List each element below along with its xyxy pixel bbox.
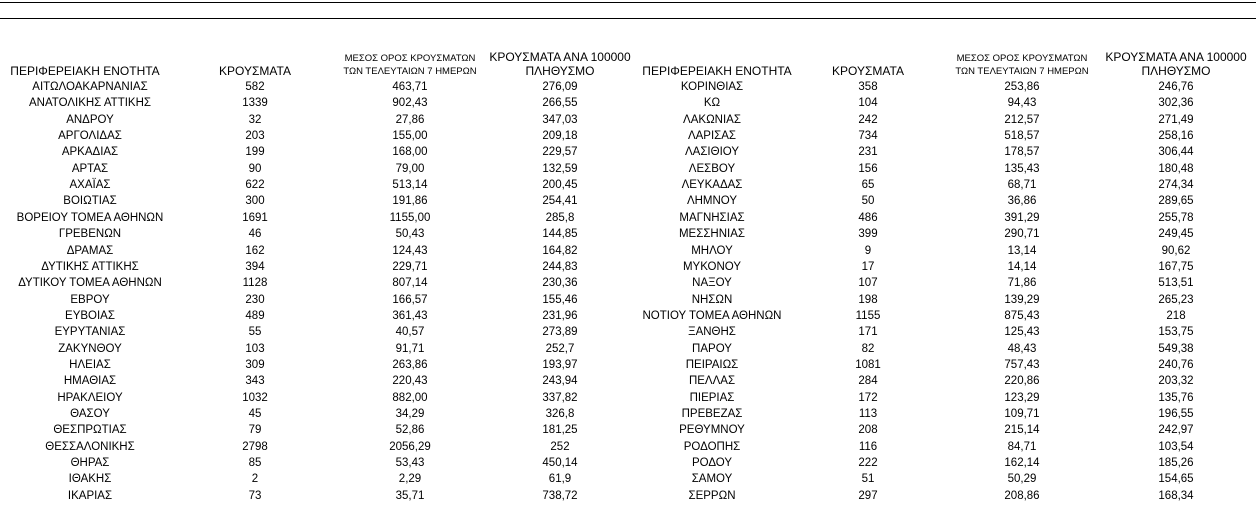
per100k-cell: 218 xyxy=(1166,309,1186,322)
avg7-cell: 2,29 xyxy=(398,473,422,486)
cases-cell: 9 xyxy=(864,244,872,257)
cases-cell: 17 xyxy=(861,260,875,273)
table-row xyxy=(0,455,1256,471)
table-row xyxy=(0,275,1256,291)
region-cell: ΛΑΡΙΣΑΣ xyxy=(687,130,737,143)
region-cell: ΠΙΕΡΙΑΣ xyxy=(689,391,735,404)
cases-cell: 85 xyxy=(248,457,262,470)
table-row xyxy=(0,373,1256,389)
region-cell: ΠΑΡΟΥ xyxy=(692,342,732,355)
cases-cell: 489 xyxy=(245,309,265,322)
table-row xyxy=(0,144,1256,160)
left-header-per100k xyxy=(480,50,640,78)
left-header-region: ΠΕΡΙΦΕΡΕΙΑΚΗ ΕΝΟΤΗΤΑ xyxy=(10,64,160,78)
region-cell: ΞΑΝΘΗΣ xyxy=(688,326,736,339)
region-cell: ΘΕΣΠΡΩΤΙΑΣ xyxy=(53,424,127,437)
table-row xyxy=(0,210,1256,226)
table-row xyxy=(0,79,1256,95)
avg7-cell: 123,29 xyxy=(1004,391,1040,404)
region-cell: ΜΗΛΟΥ xyxy=(691,244,733,257)
avg7-cell: 290,71 xyxy=(1004,228,1040,241)
region-cell: ΛΗΜΝΟΥ xyxy=(686,195,738,208)
avg7-cell: 52,86 xyxy=(395,424,425,437)
region-cell: ΒΟΡΕΙΟΥ ΤΟΜΕΑ ΑΘΗΝΩΝ xyxy=(16,211,164,224)
cases-cell: 199 xyxy=(245,146,265,159)
region-cell: ΒΟΙΩΤΙΑΣ xyxy=(63,195,117,208)
region-cell: ΕΥΡΥΤΑΝΙΑΣ xyxy=(54,326,126,339)
cases-cell: 104 xyxy=(858,97,878,110)
avg7-cell: 178,57 xyxy=(1004,146,1040,159)
cases-cell: 1032 xyxy=(242,391,268,404)
avg7-cell: 208,86 xyxy=(1004,489,1040,502)
per100k-cell: 252 xyxy=(550,440,570,453)
avg7-cell: 220,86 xyxy=(1004,375,1040,388)
avg7-cell: 391,29 xyxy=(1004,211,1040,224)
per100k-cell: 103,54 xyxy=(1158,440,1194,453)
region-cell: ΝΟΤΙΟΥ ΤΟΜΕΑ ΑΘΗΝΩΝ xyxy=(642,309,782,322)
avg7-cell: 14,14 xyxy=(1007,260,1037,273)
region-cell: ΡΕΘΥΜΝΟΥ xyxy=(679,424,745,437)
avg7-cell: 168,00 xyxy=(392,146,428,159)
per100k-cell: 200,45 xyxy=(542,179,578,192)
cases-cell: 208 xyxy=(858,424,878,437)
cases-cell: 172 xyxy=(858,391,878,404)
region-cell: ΡΟΔΟΥ xyxy=(691,457,733,470)
region-cell: ΖΑΚΥΝΘΟΥ xyxy=(58,342,122,355)
region-cell: ΚΩ xyxy=(703,97,721,110)
region-cell: ΚΟΡΙΝΘΙΑΣ xyxy=(680,81,744,93)
per100k-cell: 164,82 xyxy=(542,244,578,257)
table-row xyxy=(0,226,1256,242)
cases-cell: 198 xyxy=(858,293,878,306)
region-cell: ΑΡΓΟΛΙΔΑΣ xyxy=(58,130,122,143)
region-cell: ΜΥΚΟΝΟΥ xyxy=(682,260,742,273)
region-cell: ΣΑΜΟΥ xyxy=(691,473,733,486)
table-row xyxy=(0,128,1256,144)
per100k-cell: 271,49 xyxy=(1158,113,1194,126)
avg7-cell: 34,29 xyxy=(395,408,425,420)
cases-cell: 242 xyxy=(858,113,878,126)
per100k-cell: 249,45 xyxy=(1158,228,1194,241)
left-header-per100k-line1: ΚΡΟΥΣΜΑΤΑ ΑΝΑ 100000 xyxy=(489,50,631,64)
avg7-cell: 50,43 xyxy=(395,228,425,241)
table-row xyxy=(0,341,1256,357)
table-row xyxy=(0,406,1256,422)
per100k-cell: 167,75 xyxy=(1158,260,1194,273)
per100k-cell: 255,78 xyxy=(1158,211,1194,224)
region-cell: ΑΡΤΑΣ xyxy=(71,162,109,175)
avg7-cell: 463,71 xyxy=(392,81,428,93)
cases-cell: 73 xyxy=(248,489,262,502)
region-cell: ΠΡΕΒΕΖΑΣ xyxy=(681,408,743,420)
cases-cell: 162 xyxy=(245,244,265,257)
avg7-cell: 139,29 xyxy=(1004,293,1040,306)
per100k-cell: 155,46 xyxy=(542,293,578,306)
table-row xyxy=(0,390,1256,406)
avg7-cell: 263,86 xyxy=(392,358,428,371)
avg7-cell: 875,43 xyxy=(1004,309,1040,322)
cases-cell: 82 xyxy=(861,342,875,355)
table-row xyxy=(0,193,1256,209)
per100k-cell: 285,8 xyxy=(545,211,575,224)
per100k-cell: 266,55 xyxy=(542,97,578,110)
per100k-cell: 180,48 xyxy=(1158,162,1194,175)
avg7-cell: 135,43 xyxy=(1004,162,1040,175)
avg7-cell: 125,43 xyxy=(1004,326,1040,339)
avg7-cell: 35,71 xyxy=(395,489,425,502)
per100k-cell: 209,18 xyxy=(542,130,578,143)
avg7-cell: 13,14 xyxy=(1007,244,1037,257)
cases-cell: 2798 xyxy=(242,440,268,453)
region-cell: ΙΘΑΚΗΣ xyxy=(68,473,112,486)
table-row xyxy=(0,324,1256,340)
right-header-per100k-line2: ΠΛΗΘΥΣΜΟ xyxy=(1141,64,1211,78)
per100k-cell: 240,76 xyxy=(1158,358,1194,371)
cases-cell: 284 xyxy=(858,375,878,388)
cases-cell: 1155 xyxy=(855,309,881,322)
per100k-cell: 154,65 xyxy=(1158,473,1194,486)
per100k-cell: 61,9 xyxy=(548,473,572,486)
per100k-cell: 144,85 xyxy=(542,228,578,241)
region-cell: ΗΡΑΚΛΕΙΟΥ xyxy=(57,391,123,404)
cases-cell: 50 xyxy=(861,195,875,208)
left-header-per100k-line2: ΠΛΗΘΥΣΜΟ xyxy=(525,64,595,78)
per100k-cell: 252,7 xyxy=(545,342,575,355)
per100k-cell: 738,72 xyxy=(542,489,578,502)
cases-cell: 358 xyxy=(858,81,878,93)
table-row xyxy=(0,471,1256,487)
cases-cell: 45 xyxy=(248,408,262,420)
cases-cell: 113 xyxy=(858,408,878,420)
per100k-cell: 276,09 xyxy=(542,81,578,93)
cases-cell: 65 xyxy=(861,179,875,192)
cases-cell: 622 xyxy=(245,179,265,192)
cases-cell: 297 xyxy=(858,489,878,502)
per100k-cell: 549,38 xyxy=(1158,342,1194,355)
cases-cell: 399 xyxy=(858,228,878,241)
avg7-cell: 84,71 xyxy=(1007,440,1037,453)
region-cell: ΑΙΤΩΛΟΑΚΑΡΝΑΝΙΑΣ xyxy=(32,81,148,93)
table-row xyxy=(0,161,1256,177)
avg7-cell: 220,43 xyxy=(392,375,428,388)
per100k-cell: 258,16 xyxy=(1158,130,1194,143)
avg7-cell: 68,71 xyxy=(1007,179,1037,192)
per100k-cell: 326,8 xyxy=(545,408,575,420)
avg7-cell: 2056,29 xyxy=(389,440,431,453)
per100k-cell: 181,25 xyxy=(542,424,578,437)
per100k-cell: 185,26 xyxy=(1158,457,1194,470)
cases-cell: 309 xyxy=(245,358,265,371)
cases-cell: 90 xyxy=(248,162,262,175)
table-row xyxy=(0,177,1256,193)
region-cell: ΑΡΚΑΔΙΑΣ xyxy=(61,146,119,159)
region-cell: ΘΑΣΟΥ xyxy=(70,408,110,420)
avg7-cell: 109,71 xyxy=(1004,408,1040,420)
per100k-cell: 246,76 xyxy=(1158,81,1194,93)
per100k-cell: 337,82 xyxy=(542,391,578,404)
left-header-cases: ΚΡΟΥΣΜΑΤΑ xyxy=(219,64,291,78)
avg7-cell: 40,57 xyxy=(395,326,425,339)
table-row xyxy=(0,422,1256,438)
cases-cell: 156 xyxy=(858,162,878,175)
region-cell: ΠΕΛΛΑΣ xyxy=(688,375,736,388)
cases-cell: 1691 xyxy=(242,211,268,224)
per100k-cell: 450,14 xyxy=(542,457,578,470)
per100k-cell: 302,36 xyxy=(1158,97,1194,110)
table-row xyxy=(0,439,1256,455)
cases-cell: 79 xyxy=(248,424,262,437)
table-row xyxy=(0,292,1256,308)
cases-cell: 486 xyxy=(858,211,878,224)
top-rule xyxy=(0,2,1256,3)
avg7-cell: 361,43 xyxy=(392,309,428,322)
cases-cell: 116 xyxy=(858,440,878,453)
table-row xyxy=(0,243,1256,259)
per100k-cell: 132,59 xyxy=(542,162,578,175)
cases-cell: 1339 xyxy=(242,97,268,110)
table-row xyxy=(0,308,1256,324)
cases-cell: 2 xyxy=(251,473,259,486)
per100k-cell: 230,36 xyxy=(542,277,578,290)
right-header-avg7-line1: ΜΕΣΟΣ ΟΡΟΣ ΚΡΟΥΣΜΑΤΩΝ xyxy=(956,53,1088,64)
per100k-cell: 265,23 xyxy=(1158,293,1194,306)
avg7-cell: 212,57 xyxy=(1004,113,1040,126)
avg7-cell: 155,00 xyxy=(392,130,428,143)
cases-cell: 1081 xyxy=(855,358,881,371)
per100k-cell: 90,62 xyxy=(1161,244,1191,257)
region-cell: ΝΑΞΟΥ xyxy=(692,277,732,290)
avg7-cell: 48,43 xyxy=(1007,342,1037,355)
right-header-avg7 xyxy=(942,52,1102,78)
cases-cell: 46 xyxy=(248,228,262,241)
per100k-cell: 242,97 xyxy=(1158,424,1194,437)
avg7-cell: 1155,00 xyxy=(389,211,431,224)
region-cell: ΗΜΑΘΙΑΣ xyxy=(63,375,117,388)
cases-cell: 394 xyxy=(245,260,265,273)
per100k-cell: 168,34 xyxy=(1158,489,1194,502)
avg7-cell: 91,71 xyxy=(395,342,425,355)
region-cell: ΑΧΑΪΑΣ xyxy=(69,179,111,192)
left-header-avg7 xyxy=(330,52,490,78)
cases-cell: 582 xyxy=(245,81,265,93)
cases-cell: 103 xyxy=(245,342,265,355)
region-cell: ΙΚΑΡΙΑΣ xyxy=(67,489,113,502)
per100k-cell: 231,96 xyxy=(542,309,578,322)
cases-cell: 171 xyxy=(858,326,878,339)
region-cell: ΕΒΡΟΥ xyxy=(70,293,110,306)
avg7-cell: 27,86 xyxy=(395,113,425,126)
region-cell: ΠΕΙΡΑΙΩΣ xyxy=(685,358,739,371)
region-cell: ΜΕΣΣΗΝΙΑΣ xyxy=(678,228,746,241)
cases-cell: 734 xyxy=(858,130,878,143)
cases-cell: 51 xyxy=(861,473,875,486)
avg7-cell: 162,14 xyxy=(1004,457,1040,470)
region-cell: ΔΥΤΙΚΗΣ ΑΤΤΙΚΗΣ xyxy=(41,260,139,273)
avg7-cell: 807,14 xyxy=(392,277,428,290)
cases-cell: 230 xyxy=(245,293,265,306)
avg7-cell: 50,29 xyxy=(1007,473,1037,486)
region-cell: ΘΗΡΑΣ xyxy=(70,457,110,470)
region-cell: ΑΝΔΡΟΥ xyxy=(66,113,114,126)
table-row xyxy=(0,357,1256,373)
per100k-cell: 306,44 xyxy=(1158,146,1194,159)
avg7-cell: 253,86 xyxy=(1004,81,1040,93)
region-cell: ΑΝΑΤΟΛΙΚΗΣ ΑΤΤΙΚΗΣ xyxy=(28,97,151,110)
per100k-cell: 347,03 xyxy=(542,113,578,126)
cases-cell: 222 xyxy=(858,457,878,470)
table-row xyxy=(0,95,1256,111)
per100k-cell: 513,51 xyxy=(1158,277,1194,290)
region-cell: ΝΗΣΩΝ xyxy=(691,293,733,306)
region-cell: ΓΡΕΒΕΝΩΝ xyxy=(58,228,122,241)
avg7-cell: 229,71 xyxy=(392,260,428,273)
region-cell: ΛΕΥΚΑΔΑΣ xyxy=(681,179,743,192)
region-cell: ΣΕΡΡΩΝ xyxy=(688,489,736,502)
cases-cell: 1128 xyxy=(242,277,268,290)
avg7-cell: 191,86 xyxy=(392,195,428,208)
avg7-cell: 71,86 xyxy=(1007,277,1037,290)
avg7-cell: 53,43 xyxy=(395,457,425,470)
region-cell: ΛΑΚΩΝΙΑΣ xyxy=(683,113,741,126)
per100k-cell: 153,75 xyxy=(1158,326,1194,339)
right-header-avg7-line2: ΤΩΝ ΤΕΛΕΥΤΑΙΩΝ 7 ΗΜΕΡΩΝ xyxy=(955,66,1089,77)
cases-cell: 203 xyxy=(245,130,265,143)
cases-cell: 55 xyxy=(248,326,262,339)
region-cell: ΜΑΓΝΗΣΙΑΣ xyxy=(679,211,745,224)
right-header-cases: ΚΡΟΥΣΜΑΤΑ xyxy=(832,64,904,78)
avg7-cell: 79,00 xyxy=(395,162,425,175)
region-cell: ΕΥΒΟΙΑΣ xyxy=(65,309,115,322)
cases-cell: 231 xyxy=(858,146,878,159)
avg7-cell: 513,14 xyxy=(392,179,428,192)
avg7-cell: 36,86 xyxy=(1007,195,1037,208)
cases-cell: 343 xyxy=(245,375,265,388)
left-header-avg7-line1: ΜΕΣΟΣ ΟΡΟΣ ΚΡΟΥΣΜΑΤΩΝ xyxy=(344,53,476,64)
region-cell: ΛΑΣΙΘΙΟΥ xyxy=(684,146,740,159)
per100k-cell: 243,94 xyxy=(542,375,578,388)
avg7-cell: 882,00 xyxy=(392,391,428,404)
table-row xyxy=(0,259,1256,275)
right-header-per100k xyxy=(1096,50,1256,78)
per100k-cell: 289,65 xyxy=(1158,195,1194,208)
avg7-cell: 215,14 xyxy=(1004,424,1040,437)
per100k-cell: 273,89 xyxy=(542,326,578,339)
avg7-cell: 902,43 xyxy=(392,97,428,110)
per100k-cell: 274,34 xyxy=(1158,179,1194,192)
region-cell: ΡΟΔΟΠΗΣ xyxy=(683,440,741,453)
cases-cell: 32 xyxy=(248,113,262,126)
per100k-cell: 244,83 xyxy=(542,260,578,273)
region-cell: ΔΥΤΙΚΟΥ ΤΟΜΕΑ ΑΘΗΝΩΝ xyxy=(18,277,162,290)
per100k-cell: 229,57 xyxy=(542,146,578,159)
cases-cell: 300 xyxy=(245,195,265,208)
per100k-cell: 135,76 xyxy=(1158,391,1194,404)
avg7-cell: 166,57 xyxy=(392,293,428,306)
second-rule xyxy=(0,18,1256,19)
right-header-per100k-line1: ΚΡΟΥΣΜΑΤΑ ΑΝΑ 100000 xyxy=(1105,50,1247,64)
avg7-cell: 518,57 xyxy=(1004,130,1040,143)
region-cell: ΛΕΣΒΟΥ xyxy=(688,162,736,175)
avg7-cell: 757,43 xyxy=(1004,358,1040,371)
right-header-region: ΠΕΡΙΦΕΡΕΙΑΚΗ ΕΝΟΤΗΤΑ xyxy=(642,64,792,78)
avg7-cell: 94,43 xyxy=(1007,97,1037,110)
table-row xyxy=(0,488,1256,504)
per100k-cell: 203,32 xyxy=(1158,375,1194,388)
per100k-cell: 254,41 xyxy=(542,195,578,208)
region-cell: ΗΛΕΙΑΣ xyxy=(69,358,111,371)
region-cell: ΔΡΑΜΑΣ xyxy=(66,244,114,257)
table-row xyxy=(0,112,1256,128)
per100k-cell: 193,97 xyxy=(542,358,578,371)
per100k-cell: 196,55 xyxy=(1158,408,1194,420)
avg7-cell: 124,43 xyxy=(392,244,428,257)
region-cell: ΘΕΣΣΑΛΟΝΙΚΗΣ xyxy=(45,440,135,453)
cases-cell: 107 xyxy=(858,277,878,290)
left-header-avg7-line2: ΤΩΝ ΤΕΛΕΥΤΑΙΩΝ 7 ΗΜΕΡΩΝ xyxy=(343,66,477,77)
